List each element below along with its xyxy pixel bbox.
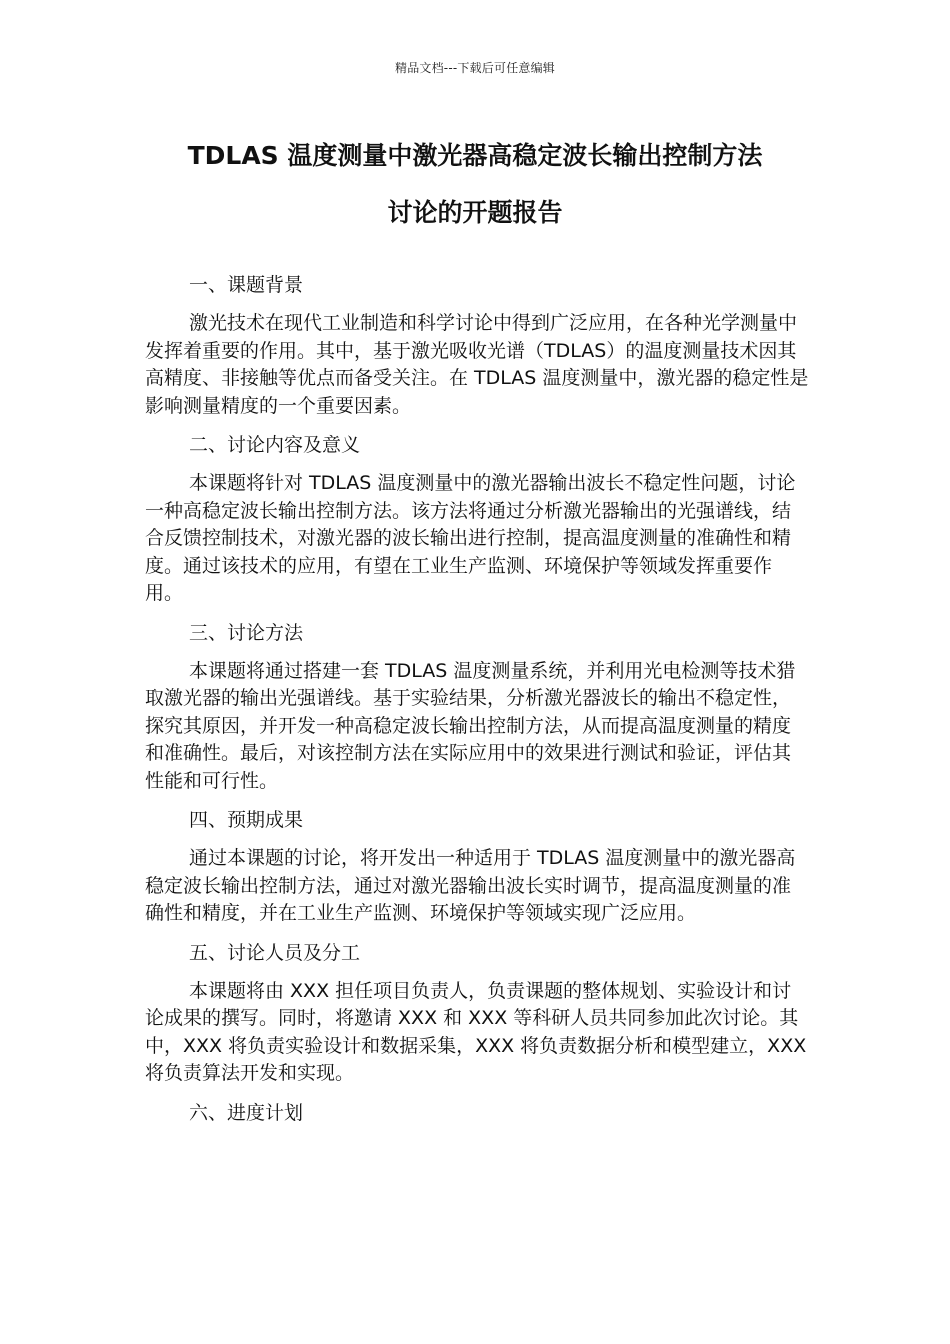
section-heading-content: 二、讨论内容及意义 xyxy=(189,434,361,456)
section-body-background: 激光技术在现代工业制造和科学讨论中得到广泛应用，在各种光学测量中发挥着重要的作用。其中，基于激光吸收光谱（TDLAS）的温度测量技术因其高精度、非接触等优点而备受关注。在 TDLAS 温度测量中，激光器的稳定性是影响测量精度的一个重要因素。 xyxy=(145,312,809,417)
section-heading-personnel: 五、讨论人员及分工 xyxy=(189,941,361,964)
document-body xyxy=(145,271,809,1138)
section-body-content: 本课题将针对 TDLAS 温度测量中的激光器输出波长不稳定性问题，讨论一种高稳定波长输出控制方法。该方法将通过分析激光器输出的光强谱线，结合反馈控制技术，对激光器的波长输出进行控制，提高温度测量的准确性和精度。通过该技术的应用，有望在工业生产监测、环境保护等领域发挥重要作用。 xyxy=(145,472,796,604)
section-heading-methods: 三、讨论方法 xyxy=(189,621,304,644)
section-body-outcomes: 通过本课题的讨论，将开发出一种适用于 TDLAS 温度测量中的激光器高稳定波长输出控制方法，通过对激光器输出波长实时调节，提高温度测量的准确性和精度，并在工业生产监测、环境保护等领域实现广泛应用。 xyxy=(145,847,796,924)
section-body-methods: 本课题将通过搭建一套 TDLAS 温度测量系统，并利用光电检测等技术猎取激光器的输出光强谱线。基于实验结果，分析激光器波长的输出不稳定性，探究其原因，并开发一种高稳定波长输出控制方法，从而提高温度测量的精度和准确性。最后，对该控制方法在实际应用中的效果进行测试和验证，评估其性能和可行性。 xyxy=(145,659,796,792)
section-heading-outcomes: 四、预期成果 xyxy=(189,809,304,831)
document-title-line-1: TDLAS 温度测量中激光器高稳定波长输出控制方法 xyxy=(187,141,763,170)
section-heading-background: 一、课题背景 xyxy=(189,274,304,296)
header-note: 精品文档---下载后可任意编辑 xyxy=(395,61,555,75)
document-title-line-2: 讨论的开题报告 xyxy=(387,198,563,227)
section-body-personnel: 本课题将由 XXX 担任项目负责人，负责课题的整体规划、实验设计和讨论成果的撰写。同时，将邀请 XXX 和 XXX 等科研人员共同参加此次讨论。其中，XXX 将负责实验设计和数据采集，XXX 将负责数据分析和模型建立，XXX 将负责算法开发和实现。 xyxy=(145,979,807,1084)
section-heading-schedule: 六、进度计划 xyxy=(189,1101,304,1124)
